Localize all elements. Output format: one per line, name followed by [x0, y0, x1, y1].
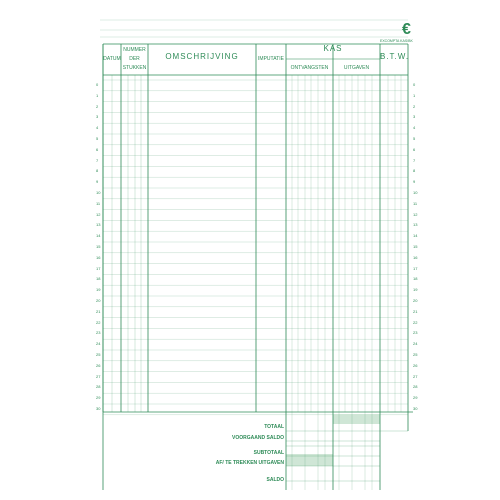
row-number-left: 30	[96, 406, 101, 411]
row-number-left: 5	[96, 136, 99, 141]
row-number-left: 13	[96, 222, 101, 228]
row-number-right: 24	[413, 341, 418, 347]
row-number-right: 15	[413, 244, 418, 249]
row-number-left: 15	[96, 244, 101, 249]
header-datum: DATUM	[103, 56, 121, 62]
row-number-right: 26	[413, 362, 418, 368]
header-stukken-1: NUMMER	[123, 47, 146, 53]
row-number-right: 25	[413, 352, 418, 357]
row-number-right: 9	[413, 179, 416, 185]
row-number-right: 11	[413, 200, 418, 206]
label-af-te-trekken: AF/ TE TREKKEN UITGAVEN	[215, 460, 284, 466]
row-number-left: 6	[96, 146, 99, 152]
totaal-shade	[333, 414, 380, 424]
row-number-left: 21	[96, 308, 101, 314]
row-number-left: 17	[96, 265, 101, 271]
row-number-right: 27	[413, 373, 418, 379]
row-number-left: 27	[96, 373, 101, 379]
row-number-right: 0	[413, 82, 416, 87]
row-number-left: 2	[96, 103, 99, 109]
brand-caption: EXCOMPTA KAS/BK	[380, 39, 413, 43]
row-number-right: 7	[413, 157, 416, 163]
header-uitgaven: UITGAVEN	[343, 65, 370, 71]
row-number-right: 22	[413, 319, 418, 325]
row-number-left: 19	[96, 287, 101, 293]
row-number-left: 11	[96, 200, 101, 206]
row-number-left: 22	[96, 319, 101, 325]
row-number-right: 10	[413, 190, 418, 195]
row-number-right: 29	[413, 395, 418, 401]
row-number-left: 23	[96, 330, 101, 336]
row-number-left: 25	[96, 352, 101, 357]
header-stukken-2: DER	[129, 56, 140, 62]
row-number-left: 28	[96, 384, 101, 390]
row-number-left: 18	[96, 276, 101, 282]
row-number-left: 24	[96, 341, 101, 347]
row-number-right: 28	[413, 384, 418, 390]
row-number-left: 3	[96, 114, 99, 120]
label-saldo: SALDO	[266, 477, 284, 483]
row-number-right: 16	[413, 254, 418, 260]
row-number-right: 30	[413, 406, 418, 411]
header-ontvangsten: ONTVANGSTEN	[290, 65, 329, 71]
row-number-right: 14	[413, 233, 418, 239]
row-number-right: 1	[413, 92, 416, 98]
euro-logo-icon: €	[402, 21, 411, 38]
row-number-right: 3	[413, 114, 416, 120]
row-number-left: 12	[96, 211, 101, 217]
row-number-right: 21	[413, 308, 418, 314]
row-number-left: 20	[96, 298, 101, 303]
row-number-left: 7	[96, 157, 99, 163]
row-number-right: 8	[413, 168, 416, 174]
row-number-left: 1	[96, 92, 99, 98]
header-omschrijving: OMSCHRIJVING	[165, 52, 239, 61]
row-number-left: 4	[96, 125, 99, 131]
row-number-right: 17	[413, 265, 418, 271]
row-number-right: 2	[413, 103, 416, 109]
row-number-right: 18	[413, 276, 418, 282]
row-number-right: 4	[413, 125, 416, 131]
label-voorgaand-saldo: VOORGAAND SALDO	[232, 435, 284, 441]
label-totaal: TOTAAL	[264, 424, 284, 430]
row-number-right: 12	[413, 211, 418, 217]
header-stukken-3: STUKKEN	[122, 65, 147, 71]
row-number-right: 5	[413, 136, 416, 141]
row-number-left: 16	[96, 254, 101, 260]
row-number-left: 8	[96, 168, 99, 174]
row-number-right: 23	[413, 330, 418, 336]
header-kas: KAS	[323, 44, 343, 53]
row-number-left: 14	[96, 233, 101, 239]
row-number-right: 20	[413, 298, 418, 303]
row-number-left: 0	[96, 82, 99, 87]
row-number-left: 10	[96, 190, 101, 195]
row-number-left: 9	[96, 179, 99, 185]
label-subtotaal: SUBTOTAAL	[253, 450, 284, 456]
row-number-right: 6	[413, 146, 416, 152]
header-imputatie: IMPUTATIE	[258, 56, 284, 62]
row-number-left: 26	[96, 362, 101, 368]
header-btw: B.T.W.	[380, 52, 410, 61]
row-number-left: 29	[96, 395, 101, 401]
row-number-right: 19	[413, 287, 418, 293]
row-number-right: 13	[413, 222, 418, 228]
